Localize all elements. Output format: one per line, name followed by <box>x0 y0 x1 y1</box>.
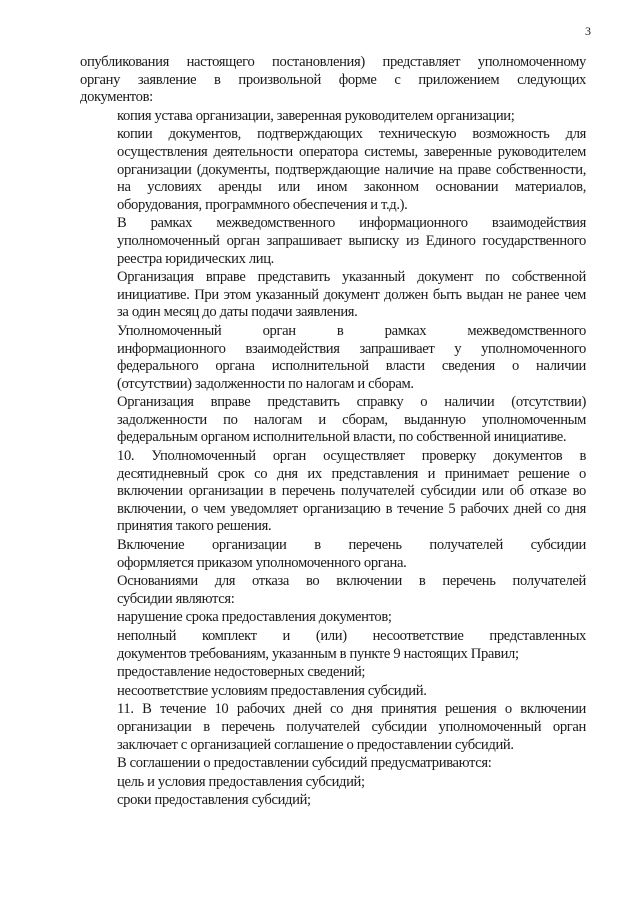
text-line: копия устава организации, заверенная руководителем организации; <box>117 107 515 124</box>
paragraph <box>80 54 586 107</box>
paragraph <box>80 126 586 214</box>
paragraph <box>80 792 586 810</box>
text-line: оборудования, программного обеспечения и т.д.). <box>117 196 408 213</box>
text-line: Организация вправе представить указанный документ по собственной <box>117 269 586 286</box>
text-line: организации (документы, подтверждающие наличие на праве собственности, <box>117 161 586 178</box>
text-line: заключает с организацией соглашение о предоставлении субсидий. <box>117 736 514 753</box>
text-line: информационного взаимодействия запрашивает у уполномоченного <box>117 340 586 357</box>
text-line: организации в перечень получателей субсидии уполномоченный орган <box>117 718 586 735</box>
document-body <box>80 54 586 810</box>
text-line: включении, о чем уведомляет организацию в течение 5 рабочих дней со дня <box>117 500 586 517</box>
text-line: документов требованиям, указанным в пункте 9 настоящих Правил; <box>117 645 519 662</box>
text-line: включении организации в перечень получателей субсидии или об отказе во <box>117 483 586 500</box>
paragraph <box>80 755 586 773</box>
text-line: на условиях аренды или ином законном основании материалов, <box>117 179 586 196</box>
paragraph <box>80 628 586 663</box>
paragraph <box>80 683 586 701</box>
paragraph <box>80 394 586 447</box>
text-line: 10. Уполномоченный орган осуществляет проверку документов в <box>117 448 586 465</box>
paragraph <box>80 108 586 126</box>
text-line: копии документов, подтверждающих техническую возможность для <box>117 126 586 143</box>
text-line: Организация вправе представить справку о наличии (отсутствии) <box>117 394 586 411</box>
paragraph <box>80 701 586 754</box>
text-line: несоответствие условиям предоставления субсидий. <box>117 682 427 699</box>
text-line: 11. В течение 10 рабочих дней со дня принятия решения о включении <box>117 701 586 718</box>
text-line: предоставление недостоверных сведений; <box>117 664 366 681</box>
text-line: осуществления деятельности оператора системы, заверенные руководителем <box>117 143 586 160</box>
text-line: В соглашении о предоставлении субсидий предусматриваются: <box>117 755 492 772</box>
text-line: сроки предоставления субсидий; <box>117 792 311 809</box>
text-line: уполномоченный орган запрашивает выписку из Единого государственного <box>117 232 586 249</box>
text-line: принятия такого решения. <box>117 518 272 535</box>
paragraph <box>80 573 586 608</box>
page-number: 3 <box>585 24 591 38</box>
text-line: федеральным органом исполнительной власти, по собственной инициативе. <box>117 429 567 446</box>
text-line: Основаниями для отказа во включении в перечень получателей <box>117 573 586 590</box>
paragraph <box>80 269 586 322</box>
text-line: десятидневный срок со дня их представления и принимает решение о <box>117 465 586 482</box>
text-line: нарушение срока предоставления документов; <box>117 609 392 626</box>
text-line: В рамках межведомственного информационного взаимодействия <box>117 215 586 232</box>
text-line: оформляется приказом уполномоченного органа. <box>117 554 407 571</box>
text-line: Включение организации в перечень получателей субсидии <box>117 537 586 554</box>
text-line: федерального органа исполнительной власти сведения о наличии <box>117 358 586 375</box>
text-line: документов: <box>80 89 153 106</box>
text-line: за один месяц до даты подачи заявления. <box>117 304 358 321</box>
text-line: инициативе. При этом указанный документ должен быть выдан не ранее чем <box>117 286 586 303</box>
text-line: реестра юридических лиц. <box>117 250 274 267</box>
paragraph <box>80 448 586 536</box>
paragraph <box>80 774 586 792</box>
paragraph <box>80 323 586 393</box>
text-line: субсидии являются: <box>117 590 235 607</box>
paragraph <box>80 609 586 627</box>
paragraph <box>80 537 586 572</box>
paragraph <box>80 215 586 268</box>
paragraph <box>80 664 586 682</box>
text-line: неполный комплект и (или) несоответствие представленных <box>117 628 586 644</box>
text-line: цель и условия предоставления субсидий; <box>117 773 365 790</box>
text-line: Уполномоченный орган в рамках межведомственного <box>117 322 586 339</box>
text-line: задолженности по налогам и сборам, выданную уполномоченным <box>117 411 586 428</box>
text-line: органу заявление в произвольной форме с приложением следующих <box>80 71 586 88</box>
text-line: (отсутствии) задолженности по налогам и сборам. <box>117 375 414 392</box>
text-line: опубликования настоящего постановления) представляет уполномоченному <box>80 54 586 70</box>
